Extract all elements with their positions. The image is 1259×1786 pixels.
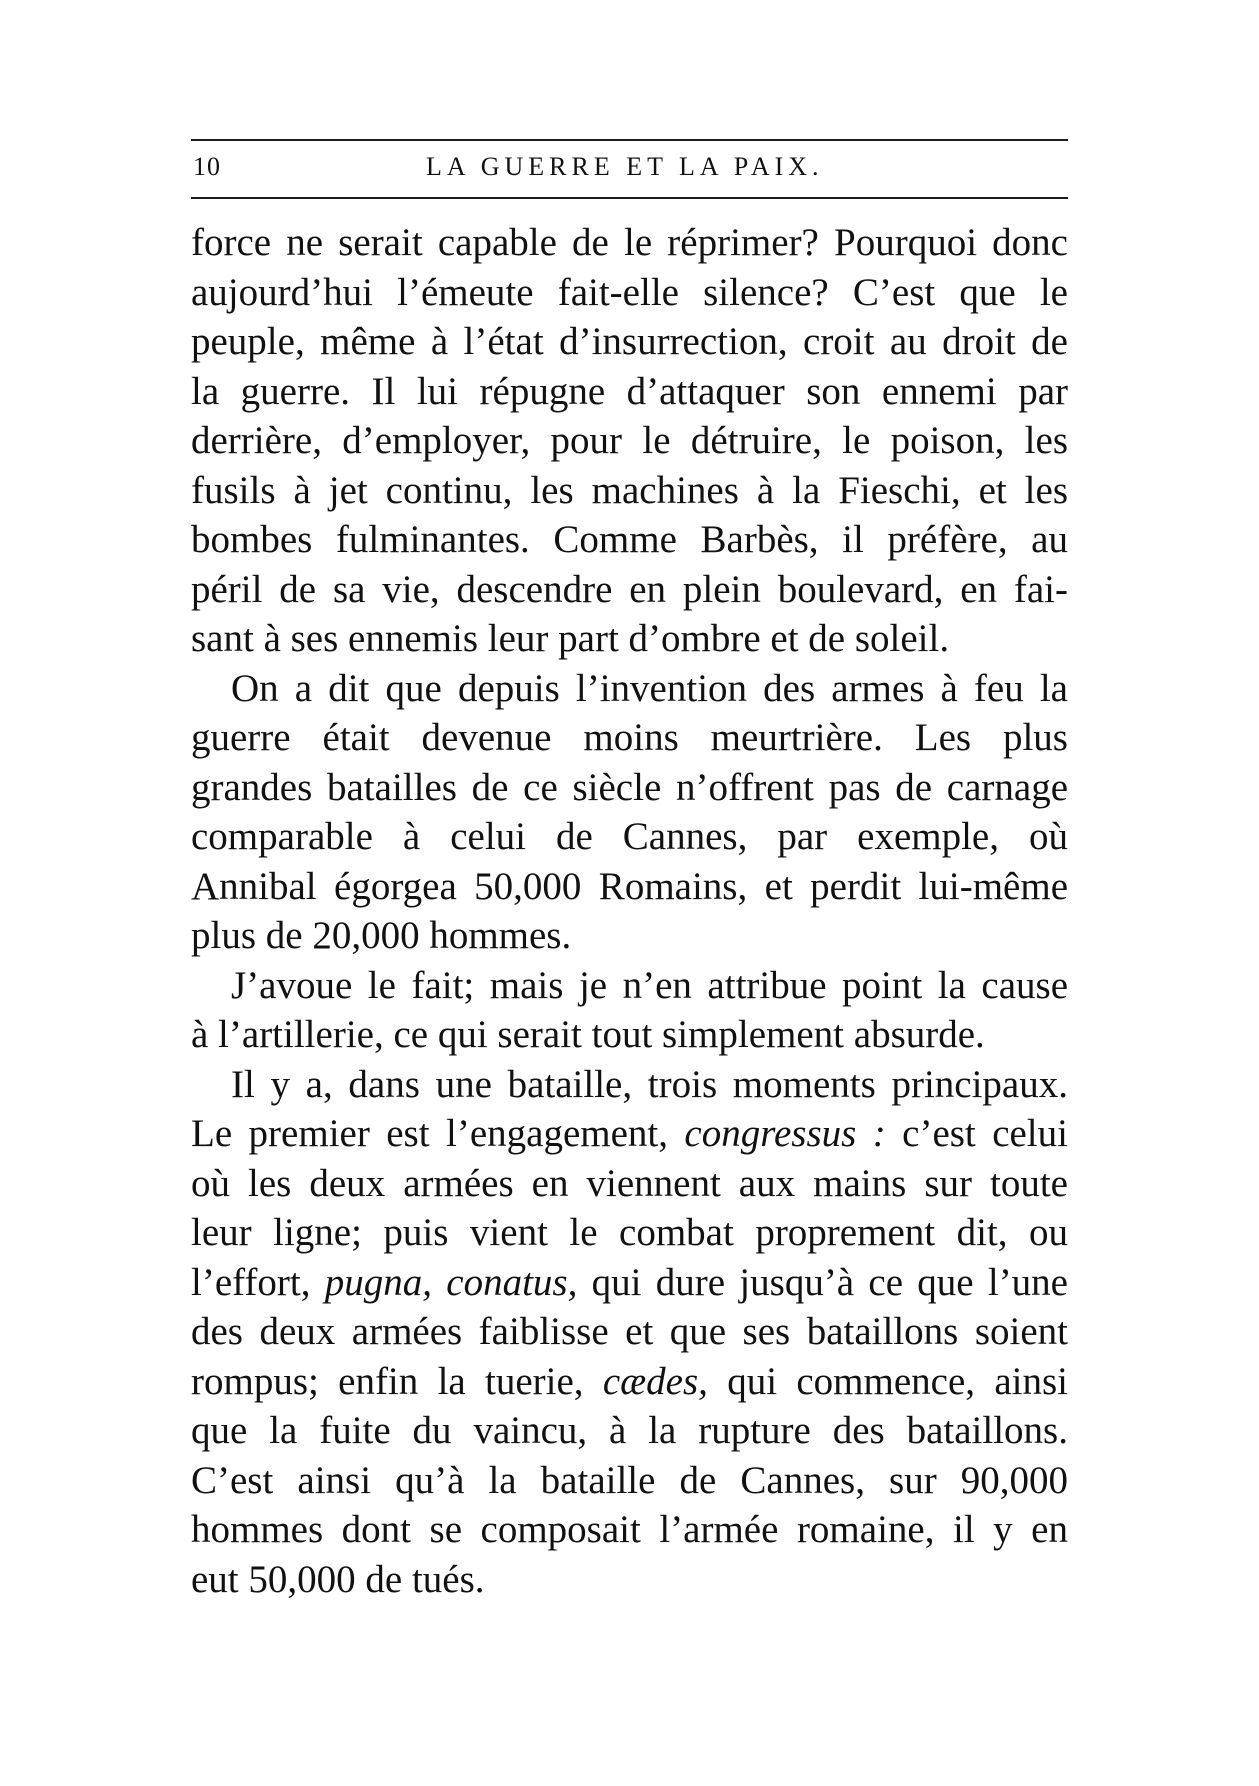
text-line: Il y a, dans une bataille, trois moments principaux. [231,1062,1068,1106]
text-line: péril de sa vie, descendre en plein boulevard, en fai- [191,567,1068,611]
text-line: On a dit que depuis l’invention des armes à feu la [231,666,1068,710]
text-line: la guerre. Il lui répugne d’attaquer son ennemi par [191,369,1068,413]
text-run: qui dure jusqu’à ce que l’une [577,1260,1068,1304]
latin-term: congressus : [684,1112,886,1155]
text-line: des deux armées faiblisse et que ses bataillons soient [191,1310,1068,1353]
text-line: hommes dont se composait l’armée romaine, il y en [191,1508,1068,1551]
text-line: guerre était devenue moins meurtrière. Les plus [191,716,1068,759]
text-run: Le premier est l’engagement, [191,1112,685,1155]
header-rule-bottom [191,197,1068,199]
text-line: plus de 20,000 hommes. [191,914,572,957]
running-title: LA GUERRE ET LA PAIX. [426,152,824,181]
text-line: bombes fulminantes. Comme Barbès, il préfère, au [191,518,1068,561]
text-line: grandes batailles de ce siècle n’offrent pas de carnage [191,765,1068,809]
running-header [191,150,1068,190]
text-line: C’est ainsi qu’à la bataille de Cannes, sur 90,000 [191,1458,1068,1502]
text-line: sant à ses ennemis leur part d’ombre et de soleil. [191,617,950,660]
text-run: l’effort, [191,1260,325,1304]
text-line-with-italic [191,1109,1068,1159]
text-line: J’avoue le fait; mais je n’en attribue point la cause [231,963,1068,1007]
latin-term: pugna, conatus, [324,1260,578,1304]
text-line: où les deux armées en viennent aux mains sur toute [191,1161,1068,1205]
text-line-with-italic [191,1357,1068,1407]
text-line: peuple, même à l’état d’insurrection, croit au droit de [191,320,1068,363]
paragraph-4 [191,1060,1068,1605]
paragraph-2 [191,664,1068,961]
text-line: que la fuite du vaincu, à la rupture des bataillons. [191,1409,1068,1452]
text-line: leur ligne; puis vient le combat proprement dit, ou [191,1211,1068,1254]
page-number: 10 [193,152,221,181]
text-run: c’est celui [885,1112,1068,1155]
text-run: qui commence, ainsi [707,1359,1068,1403]
paragraph-1 [191,218,1068,664]
paragraph-3 [191,961,1068,1060]
text-line: à l’artillerie, ce qui serait tout simplement absurde. [191,1013,985,1056]
text-line-with-italic [191,1258,1068,1308]
text-line: eut 50,000 de tués. [191,1557,485,1601]
text-line: fusils à jet continu, les machines à la Fieschi, et les [191,468,1068,512]
text-run: rompus; enfin la tuerie, [191,1359,603,1403]
text-line: comparable à celui de Cannes, par exemple, où [191,815,1068,858]
text-line: aujourd’hui l’émeute fait-elle silence? C’est que le [191,270,1068,314]
header-rule-top [191,139,1068,141]
text-line: derrière, d’employer, pour le détruire, le poison, les [191,419,1068,462]
latin-term: cædes, [602,1359,708,1403]
body-text [191,218,1068,1604]
text-line: force ne serait capable de le réprimer? Pourquoi donc [191,221,1068,264]
text-line: Annibal égorgea 50,000 Romains, et perdit lui-même [191,864,1068,908]
